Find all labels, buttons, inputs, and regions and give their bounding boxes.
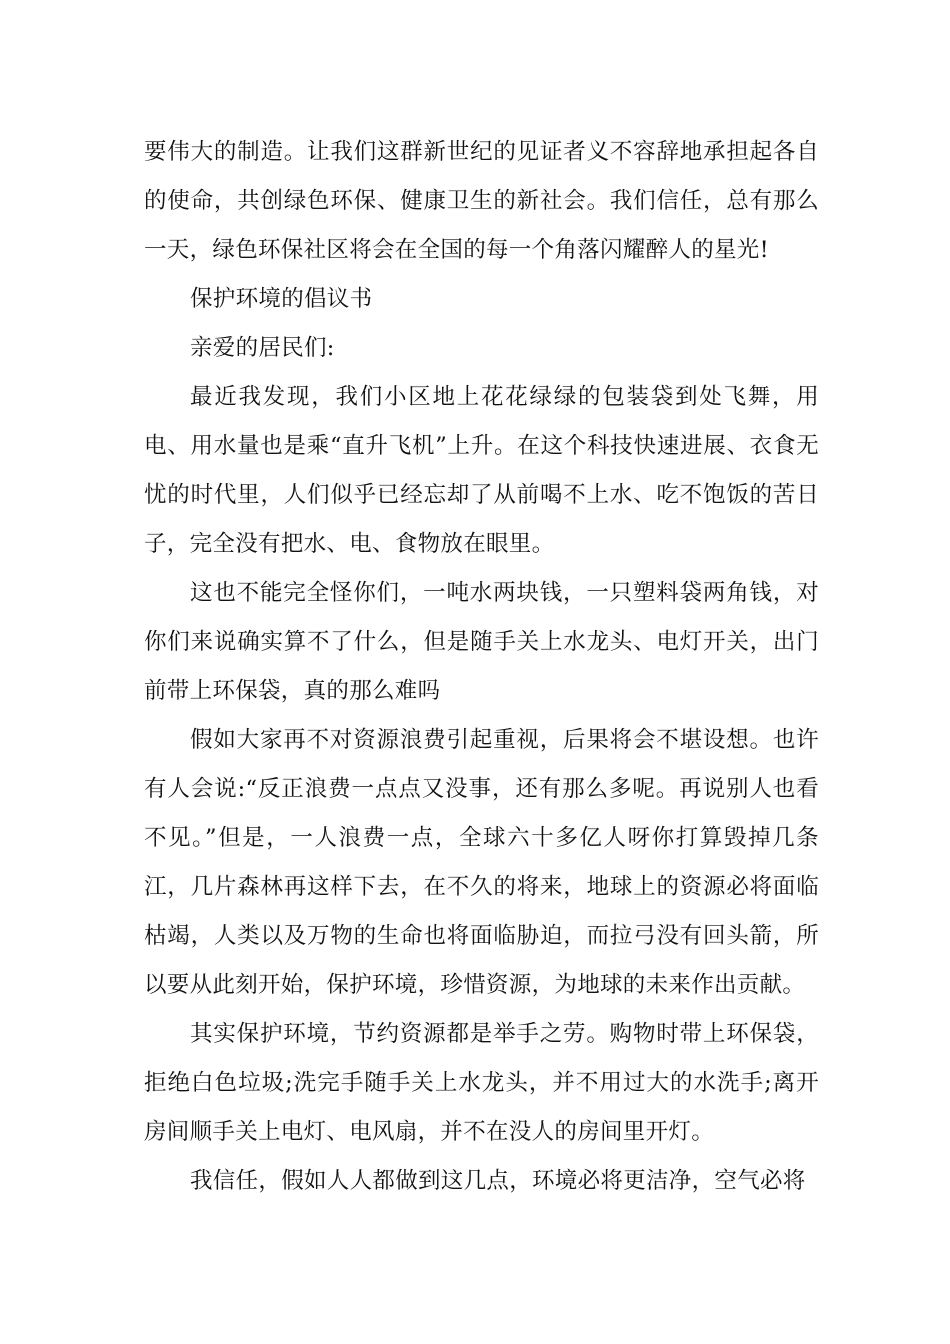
- document-body: [144, 128, 819, 1206]
- document-heading: 保护环境的倡议书: [190, 286, 373, 312]
- paragraph-continuation: 要伟大的制造。让我们这群新世纪的见证者义不容辞地承担起各自的使命，共创绿色环保、健康卫生的新社会。我们信任，总有那么一天，绿色环保社区将会在全国的每一个角落闪耀醉人的星光!: [144, 139, 819, 263]
- paragraph: 最近我发现，我们小区地上花花绿绿的包装袋到处飞舞，用电、用水量也是乘“直升飞机”上升。在这个科技快速进展、衣食无忧的时代里，人们似乎已经忘却了从前喝不上水、吃不饱饭的苦日子，完全没有把水、电、食物放在眼里。: [144, 384, 819, 557]
- paragraph: 这也不能完全怪你们，一吨水两块钱，一只塑料袋两角钱，对你们来说确实算不了什么，但是随手关上水龙头、电灯开关，出门前带上环保袋，真的那么难吗: [144, 580, 819, 704]
- paragraph: 我信任，假如人人都做到这几点，环境必将更洁净，空气必将: [190, 1168, 806, 1194]
- salutation: 亲爱的居民们:: [190, 335, 335, 361]
- paragraph: 假如大家再不对资源浪费引起重视，后果将会不堪设想。也许有人会说:“反正浪费一点点又没事，还有那么多呢。再说别人也看不见。”但是，一人浪费一点，全球六十多亿人呀你打算毁掉几条江，几片森林再这样下去，在不久的将来，地球上的资源必将面临枯竭，人类以及万物的生命也将面临胁迫，而拉弓没有回头箭，所以要从此刻开始，保护环境，珍惜资源，为地球的未来作出贡献。: [144, 727, 819, 998]
- paragraph: 其实保护环境，节约资源都是举手之劳。购物时带上环保袋，拒绝白色垃圾;洗完手随手关上水龙头，并不用过大的水洗手;离开房间顺手关上电灯、电风扇，并不在没人的房间里开灯。: [144, 1021, 819, 1145]
